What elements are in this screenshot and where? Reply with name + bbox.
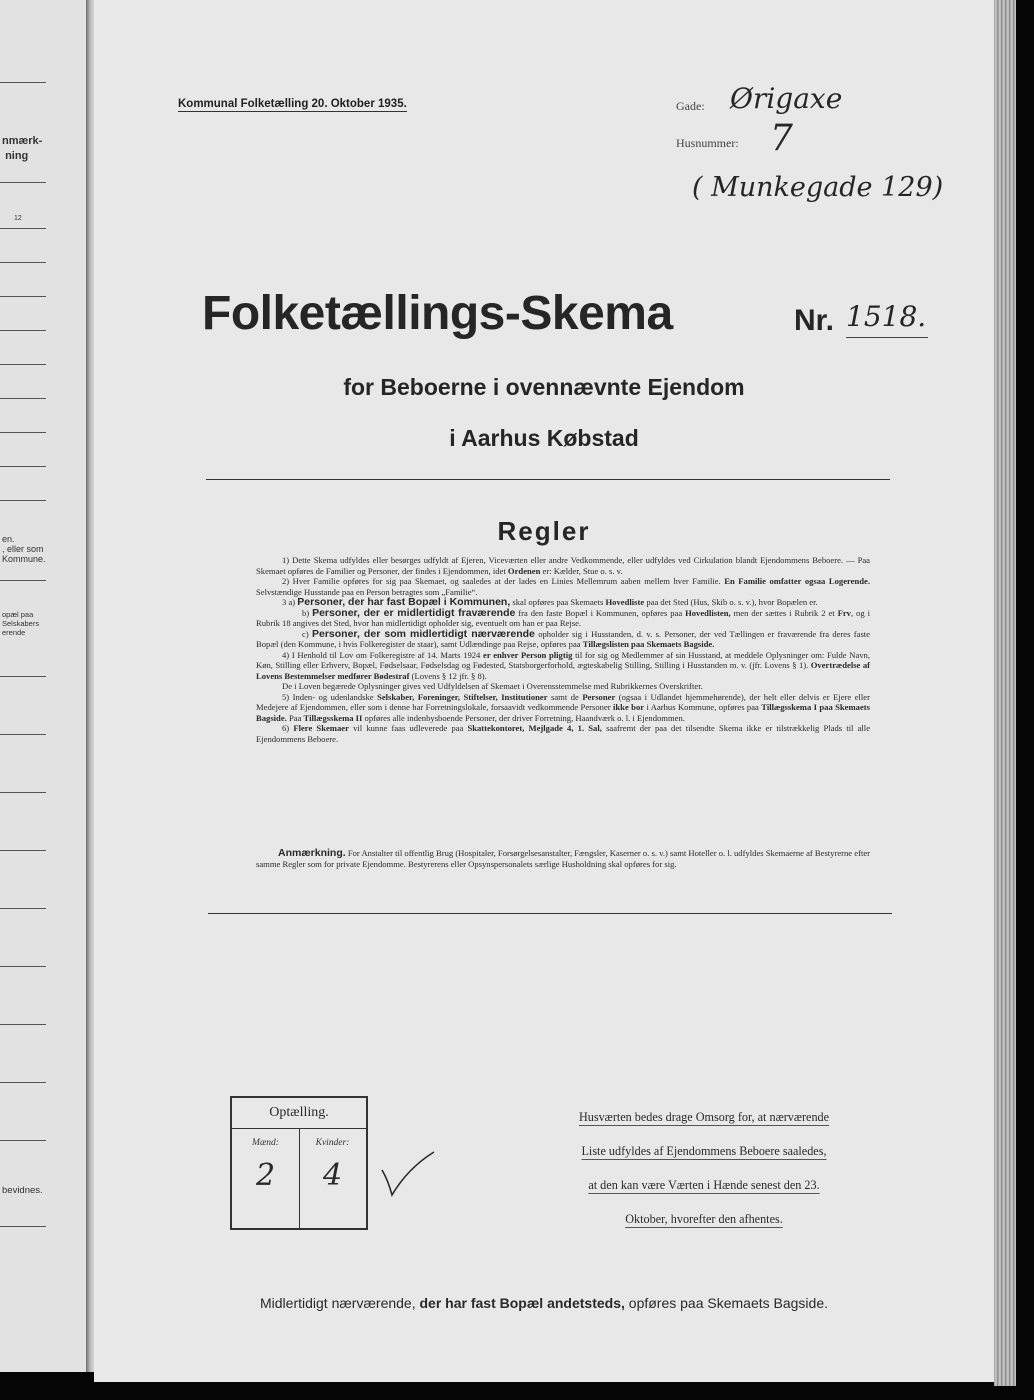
remark [256, 848, 870, 869]
women-count: 4 [322, 1158, 343, 1193]
left-page-rule [0, 228, 46, 229]
left-page-rule [0, 330, 46, 331]
left-page-rule [0, 580, 46, 581]
left-page-column-number: 12 [14, 215, 22, 222]
book-binding [86, 0, 94, 1372]
notice-line: Husværten bedes drage Omsorg for, at nærværende [578, 1110, 830, 1124]
rule-3c: c) Personer, der som midlertidigt nærværende opholder sig i Husstanden, d. v. s. Personer, der ved Tællingen er fraværende fra deres faste Bopæl (den Kommune, i hvis Folkeregister de staar), samt Udlændinge paa Rejse, opføres paa Tillægslisten paa Skemaets Bagside. [256, 627, 870, 649]
form-number-line [846, 337, 928, 338]
left-page-note: en. , eller som Kommune. [2, 534, 46, 564]
form-page [94, 0, 994, 1382]
left-page-note: opæl paa Selskabers erende [2, 610, 40, 637]
rule-5: 5) Inden- og udenlandske Selskaber, Foreninger, Stiftelser, Institutioner samt de Personer (ogsaa i Udlandet hjemmehørende), der helt eller delvis er Ejere eller Medejere af Ejendommen, eller som i denne har Forretningslokale, forsaavidt vedkommende Personer ikke bor i Aarhus Kommune, opføres paa Tillægsskema I paa Skemaets Bagside. Paa Tillægsskema II opføres alle indenbysboende Personer, der driver Forretning, Haandværk o. l. i Ejendommen. [256, 691, 870, 723]
left-page-rule [0, 1226, 46, 1227]
left-page-rule [0, 1140, 46, 1141]
rule-3a: 3 a) Personer, der har fast Bopæl i Kommunen, skal opføres paa Skemaets Hovedliste paa det Sted (Hus, Skib o. s. v.), hvor Bopælen er. [282, 596, 818, 608]
street-value: Ørigaxe [730, 82, 843, 115]
left-page-rule [0, 398, 46, 399]
remark-label: Anmærkning. [278, 847, 346, 859]
left-page-rule [0, 296, 46, 297]
form-number-value: 1518. [846, 300, 927, 333]
left-page-rule [0, 262, 46, 263]
women-label: Kvinder: [315, 1138, 350, 1148]
notice-line: Oktober, hvorefter den afhentes. [625, 1212, 783, 1226]
left-page-header: nmærk- ning [2, 135, 43, 162]
count-box [230, 1096, 368, 1230]
rules-heading: Regler [497, 516, 591, 546]
men-count: 2 [255, 1158, 276, 1193]
left-page-rule [0, 1082, 46, 1083]
men-label: Mænd: [252, 1138, 279, 1148]
form-title: Folketællings-Skema [202, 287, 673, 340]
left-page-rule [0, 182, 46, 183]
left-page-rule [0, 792, 46, 793]
left-page-rule [0, 966, 46, 967]
landlord-notice [534, 1100, 874, 1236]
house-number-value: 7 [770, 118, 793, 159]
left-page-rule [0, 908, 46, 909]
subtitle-city: i Aarhus Købstad [449, 425, 639, 451]
street-label: Gade: [676, 99, 705, 113]
left-page-edge [0, 0, 88, 1372]
count-title: Optælling. [269, 1105, 329, 1120]
left-page-rule [0, 500, 46, 501]
rule-2: 2) Hver Familie opføres for sig paa Skemaet, og saaledes at der lades en Linies Mellemrum aaben mellem hver Familie. En Familie omfatter ogsaa Logerende. Selvstændige Husstande paa en Person betragtes som „Familie“. [256, 576, 871, 597]
left-page-rule [0, 82, 46, 83]
notice-line: Liste udfyldes af Ejendommens Beboere saaledes, [581, 1144, 827, 1158]
checkmark-icon [380, 1150, 440, 1200]
form-number-label: Nr. [794, 304, 835, 337]
rule-1: 1) Dette Skema udfyldes eller besørges udfyldt af Ejeren, Viceværten eller andre Vedkommende, eller udfyldes ved Cirkulation blandt Ejendommens Beboere. — Paa Skemaet opføres de Familier og Personer, der findes i Ejendommen, idet Ordenen er: Kælder, Stue o. s. v. [256, 555, 870, 576]
left-page-rule [0, 734, 46, 735]
remark-text: For Anstalter til offentlig Brug (Hospitaler, Forsørgelsesanstalter, Fængsler, Kaserner o. s. v.) samt Hoteller o. l. udfyldes Skemaerne af Bestyrerne efter samme Regler som for private Ejendomme. Bestyrerens eller Opsynspersonalets særlige Husholdning skal opføres for sig. [256, 848, 871, 869]
divider [206, 479, 890, 480]
left-page-rule [0, 364, 46, 365]
divider [208, 913, 892, 914]
rules-text [256, 555, 870, 744]
subtitle-residents: for Beboerne i ovennævnte Ejendom [343, 374, 745, 400]
previous-address: ( Munkegade 129) [692, 172, 944, 203]
rule-4b: De i Loven begærede Oplysninger gives ved Udfyldelsen af Skemaet i Overensstemmelse med Rubrikkernes Overskrifter. [282, 681, 703, 691]
notice-line: at den kan være Værten i Hænde senest den 23. [588, 1178, 820, 1192]
left-page-rule [0, 1024, 46, 1025]
left-page-rule [0, 432, 46, 433]
census-title: Kommunal Folketælling 20. Oktober 1935. [178, 98, 407, 110]
rule-6: 6) Flere Skemaer vil kunne faas udleverede paa Skattekontoret, Mejlgade 4, 1. Sal, saafremt der paa det tilsendte Skema ikke er tilstrækkelig Plads til alle Ejendommens Beboere. [256, 723, 871, 744]
left-page-rule [0, 850, 46, 851]
house-number-label: Husnummer: [676, 136, 739, 150]
page-stack-edge [994, 0, 1016, 1386]
footer-note: Midlertidigt nærværende, der har fast Bopæl andetsteds, opføres paa Skemaets Bagside. [259, 1295, 829, 1311]
rule-4: 4) I Henhold til Lov om Folkeregistre af 14. Marts 1924 er enhver Person pligtig til for sig og Medlemmer af sin Husstand, at meddele Oplysninger om: Fulde Navn, Køn, Stilling eller Erhverv, Bopæl, Fødselsaar, Fødselsdag og Fødested, Statsborgerforhold, ægteskabelig Stilling, Stilling i Husstanden m. v. (jfr. Lovens § 1). Overtrædelse af Lovens Bestemmelser medfører Bødestraf (Lovens § 12 jfr. § 8). [256, 649, 870, 681]
rule-3b: b) Personer, der er midlertidigt fraværende fra den faste Bopæl i Kommunen, opføres paa Hovedlisten, men der sættes i Rubrik 2 et Frv, og i Rubrik 18 angives det Sted, hvor han midlertidigt opholder sig, eventuelt om han er paa Rejse. [256, 606, 870, 628]
left-page-rule [0, 466, 46, 467]
left-page-rule [0, 676, 46, 677]
left-page-footer: bevidnes. [2, 1185, 43, 1196]
